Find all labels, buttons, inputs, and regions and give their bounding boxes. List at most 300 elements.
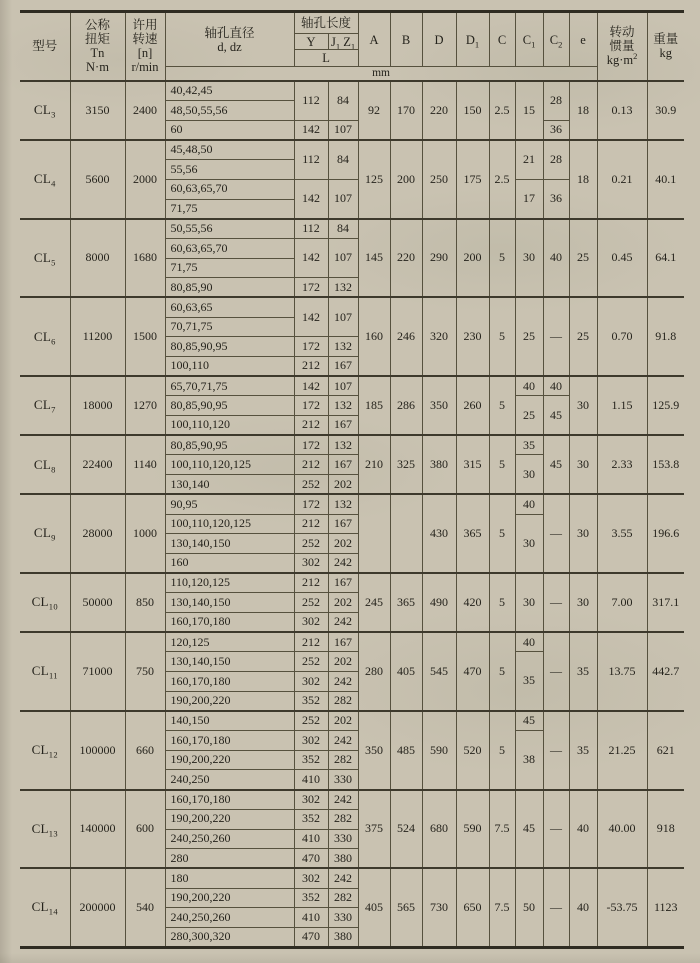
cell-C1: 40 — [515, 494, 543, 514]
cell-C1: 30 — [515, 573, 543, 632]
cell-A: 145 — [358, 219, 390, 298]
cell-C1: 30 — [515, 514, 543, 573]
cell-C1: 21 — [515, 140, 543, 179]
cell-C2: — — [543, 790, 569, 869]
cell-C2: 36 — [543, 179, 569, 218]
table-row — [20, 81, 684, 101]
cell-D1: 590 — [456, 790, 489, 869]
cell-e: 18 — [569, 140, 597, 219]
cell-length-j1z1: 202 — [328, 652, 358, 672]
table-row — [20, 632, 684, 652]
cell-B — [390, 494, 422, 573]
cell-diameters: 130,140,150 — [165, 652, 294, 672]
cell-length-j1z1: 282 — [328, 809, 358, 829]
cell-length-y: 302 — [294, 790, 328, 810]
cell-diameters: 80,85,90 — [165, 278, 294, 298]
cell-C2: 28 — [543, 140, 569, 179]
cell-D: 250 — [422, 140, 456, 219]
model-group — [20, 711, 684, 790]
col-header-C2: $C_2$ — [543, 12, 569, 67]
cell-C1: 25 — [515, 297, 543, 376]
cell-length-y: 142 — [294, 238, 328, 277]
cell-length-j1z1: 132 — [328, 278, 358, 298]
col-header-length-j1z1: $J_1$ $Z_1$ — [328, 34, 358, 50]
cell-length-j1z1: 282 — [328, 691, 358, 711]
cell-C2: — — [543, 494, 569, 573]
cell-B: 246 — [390, 297, 422, 376]
cell-D: 730 — [422, 868, 456, 947]
cell-B: 325 — [390, 435, 422, 494]
col-header-model: 型号 — [20, 12, 70, 81]
cell-e: 25 — [569, 297, 597, 376]
cell-A: 210 — [358, 435, 390, 494]
unit-row-mm: mm — [165, 67, 597, 81]
model-group — [20, 81, 684, 140]
cell-length-y: 142 — [294, 297, 328, 336]
cell-diameters: 280 — [165, 849, 294, 869]
cell-torque: 200000 — [70, 868, 125, 947]
cell-C2: 40 — [543, 376, 569, 396]
cell-length-y: 142 — [294, 376, 328, 396]
cell-length-j1z1: 242 — [328, 672, 358, 692]
cell-diameters: 55,56 — [165, 160, 294, 180]
cell-length-y: 112 — [294, 219, 328, 239]
col-header-D1: $D_1$ — [456, 12, 489, 67]
cell-length-y: 410 — [294, 770, 328, 790]
cell-diameters: 130,140,150 — [165, 593, 294, 613]
cell-B: 220 — [390, 219, 422, 298]
cell-diameters: 160,170,180 — [165, 612, 294, 632]
cell-diameters: 160,170,180 — [165, 731, 294, 751]
cell-weight: 153.8 — [647, 435, 684, 494]
cell-speed: 2400 — [125, 81, 165, 140]
cell-length-y: 352 — [294, 750, 328, 770]
cell-D: 380 — [422, 435, 456, 494]
cell-D: 320 — [422, 297, 456, 376]
cell-C2: — — [543, 573, 569, 632]
cell-length-y: 302 — [294, 553, 328, 573]
model-group — [20, 376, 684, 435]
cell-length-j1z1: 107 — [328, 179, 358, 218]
cell-diameters: 280,300,320 — [165, 927, 294, 947]
cell-D: 290 — [422, 219, 456, 298]
cell-e: 35 — [569, 711, 597, 790]
cell-length-j1z1: 282 — [328, 750, 358, 770]
cell-diameters: 120,125 — [165, 632, 294, 652]
cell-torque: 71000 — [70, 632, 125, 711]
cell-C2: — — [543, 868, 569, 947]
cell-length-y: 470 — [294, 927, 328, 947]
cell-length-j1z1: 380 — [328, 927, 358, 947]
col-header-C: C — [489, 12, 515, 67]
cell-C: 5 — [489, 711, 515, 790]
cell-speed: 1680 — [125, 219, 165, 298]
cell-diameters: 100,110,120,125 — [165, 455, 294, 475]
cell-e: 30 — [569, 573, 597, 632]
cell-C2: — — [543, 711, 569, 790]
cell-diameters: 180 — [165, 868, 294, 888]
cell-inertia: 7.00 — [597, 573, 647, 632]
cell-weight: 30.9 — [647, 81, 684, 140]
model-group — [20, 140, 684, 219]
cell-length-j1z1: 107 — [328, 120, 358, 140]
cell-diameters: 190,200,220 — [165, 691, 294, 711]
cell-D1: 260 — [456, 376, 489, 435]
cell-length-j1z1: 167 — [328, 573, 358, 593]
table-row — [20, 219, 684, 239]
cell-speed: 1000 — [125, 494, 165, 573]
cell-e: 40 — [569, 868, 597, 947]
cell-C2: 28 — [543, 81, 569, 120]
cell-diameters: 190,200,220 — [165, 888, 294, 908]
cell-torque: 5600 — [70, 140, 125, 219]
cell-D1: 650 — [456, 868, 489, 947]
col-header-weight: 重量 kg — [647, 12, 684, 81]
model-group — [20, 573, 684, 632]
cell-C: 7.5 — [489, 790, 515, 869]
cell-C2: 45 — [543, 396, 569, 435]
cell-length-j1z1: 132 — [328, 396, 358, 416]
cell-A: 280 — [358, 632, 390, 711]
cell-length-y: 212 — [294, 357, 328, 377]
cell-inertia: 1.15 — [597, 376, 647, 435]
cell-speed: 1270 — [125, 376, 165, 435]
cell-D: 430 — [422, 494, 456, 573]
cell-speed: 1140 — [125, 435, 165, 494]
cell-C1: 35 — [515, 652, 543, 711]
cell-C: 7.5 — [489, 868, 515, 947]
cell-length-y: 212 — [294, 573, 328, 593]
cell-diameters: 130,140,150 — [165, 534, 294, 554]
col-header-length-l: L — [294, 50, 358, 67]
cell-C1: 15 — [515, 81, 543, 140]
cell-length-y: 252 — [294, 593, 328, 613]
cell-B: 565 — [390, 868, 422, 947]
cell-D: 590 — [422, 711, 456, 790]
cell-A: 245 — [358, 573, 390, 632]
cell-C2: — — [543, 297, 569, 376]
cell-length-y: 352 — [294, 809, 328, 829]
cell-C1: 17 — [515, 179, 543, 218]
cell-weight: 64.1 — [647, 219, 684, 298]
cell-D1: 365 — [456, 494, 489, 573]
cell-C1: 25 — [515, 396, 543, 435]
cell-model: $CL_7$ — [20, 376, 70, 435]
cell-model: $CL_6$ — [20, 297, 70, 376]
cell-C1: 45 — [515, 790, 543, 869]
cell-e: 40 — [569, 790, 597, 869]
cell-weight: 442.7 — [647, 632, 684, 711]
cell-diameters: 240,250,260 — [165, 829, 294, 849]
cell-inertia: 0.13 — [597, 81, 647, 140]
cell-model: $CL_{13}$ — [20, 790, 70, 869]
cell-length-j1z1: 132 — [328, 337, 358, 357]
cell-D: 220 — [422, 81, 456, 140]
cell-speed: 750 — [125, 632, 165, 711]
cell-torque: 140000 — [70, 790, 125, 869]
cell-diameters: 70,71,75 — [165, 317, 294, 337]
cell-inertia: 3.55 — [597, 494, 647, 573]
table-row — [20, 790, 684, 810]
cell-A: 350 — [358, 711, 390, 790]
cell-weight: 196.6 — [647, 494, 684, 573]
cell-D1: 420 — [456, 573, 489, 632]
cell-length-j1z1: 380 — [328, 849, 358, 869]
cell-speed: 600 — [125, 790, 165, 869]
cell-length-y: 410 — [294, 829, 328, 849]
cell-length-j1z1: 202 — [328, 475, 358, 495]
cell-length-j1z1: 282 — [328, 888, 358, 908]
cell-length-j1z1: 107 — [328, 238, 358, 277]
cell-torque: 100000 — [70, 711, 125, 790]
cell-weight: 317.1 — [647, 573, 684, 632]
cell-length-j1z1: 132 — [328, 435, 358, 455]
cell-D: 680 — [422, 790, 456, 869]
col-header-C1: $C_1$ — [515, 12, 543, 67]
cell-D1: 200 — [456, 219, 489, 298]
col-header-inertia: 转动 惯量 $kg\cdot m^2$ — [597, 12, 647, 81]
cell-C: 5 — [489, 219, 515, 298]
cell-diameters: 90,95 — [165, 494, 294, 514]
cell-inertia: -53.75 — [597, 868, 647, 947]
cell-length-y: 302 — [294, 731, 328, 751]
col-header-speed: 许用 转速 [n] r/min — [125, 12, 165, 81]
cell-length-j1z1: 107 — [328, 376, 358, 396]
cell-length-j1z1: 167 — [328, 357, 358, 377]
cell-diameters: 80,85,90,95 — [165, 396, 294, 416]
col-header-e: e — [569, 12, 597, 67]
cell-length-y: 410 — [294, 908, 328, 928]
cell-length-y: 352 — [294, 691, 328, 711]
model-group — [20, 219, 684, 298]
cell-diameters: 190,200,220 — [165, 750, 294, 770]
model-group — [20, 297, 684, 376]
cell-e: 30 — [569, 376, 597, 435]
cell-C2: 40 — [543, 219, 569, 298]
cell-e: 30 — [569, 435, 597, 494]
model-group — [20, 494, 684, 573]
table-row — [20, 868, 684, 888]
cell-weight: 125.9 — [647, 376, 684, 435]
cell-weight: 40.1 — [647, 140, 684, 219]
cell-B: 200 — [390, 140, 422, 219]
cell-e: 18 — [569, 81, 597, 140]
cell-diameters: 71,75 — [165, 199, 294, 219]
model-group — [20, 632, 684, 711]
cell-length-j1z1: 242 — [328, 790, 358, 810]
cell-C: 5 — [489, 435, 515, 494]
cell-model: $CL_{11}$ — [20, 632, 70, 711]
cell-length-y: 252 — [294, 652, 328, 672]
cell-e: 25 — [569, 219, 597, 298]
cell-length-y: 172 — [294, 337, 328, 357]
col-header-length-y: Y — [294, 34, 328, 50]
cell-diameters: 60,63,65,70 — [165, 238, 294, 258]
cell-length-j1z1: 330 — [328, 829, 358, 849]
cell-length-j1z1: 242 — [328, 868, 358, 888]
cell-B: 170 — [390, 81, 422, 140]
cell-diameters: 160 — [165, 553, 294, 573]
cell-length-y: 212 — [294, 416, 328, 436]
cell-length-y: 212 — [294, 514, 328, 534]
cell-torque: 50000 — [70, 573, 125, 632]
cell-e: 35 — [569, 632, 597, 711]
cell-C: 5 — [489, 376, 515, 435]
cell-C: 5 — [489, 632, 515, 711]
cell-C2: — — [543, 632, 569, 711]
model-group — [20, 868, 684, 947]
cell-C1: 35 — [515, 435, 543, 455]
col-header-B: B — [390, 12, 422, 67]
cell-D1: 175 — [456, 140, 489, 219]
cell-length-j1z1: 242 — [328, 612, 358, 632]
col-header-D: D — [422, 12, 456, 67]
cell-diameters: 140,150 — [165, 711, 294, 731]
cell-diameters: 160,170,180 — [165, 672, 294, 692]
cell-model: $CL_3$ — [20, 81, 70, 140]
cell-diameters: 60,63,65,70 — [165, 179, 294, 199]
cell-D1: 230 — [456, 297, 489, 376]
cell-C1: 50 — [515, 868, 543, 947]
cell-weight: 918 — [647, 790, 684, 869]
table-row — [20, 376, 684, 396]
cell-inertia: 0.21 — [597, 140, 647, 219]
cell-diameters: 50,55,56 — [165, 219, 294, 239]
cell-e: 30 — [569, 494, 597, 573]
cell-D1: 150 — [456, 81, 489, 140]
cell-D1: 315 — [456, 435, 489, 494]
table-row — [20, 711, 684, 731]
col-header-torque: 公称 扭矩 Tn N·m — [70, 12, 125, 81]
cell-diameters: 240,250,260 — [165, 908, 294, 928]
cell-C: 2.5 — [489, 140, 515, 219]
cell-model: $CL_5$ — [20, 219, 70, 298]
table-row — [20, 140, 684, 160]
cell-C1: 38 — [515, 731, 543, 790]
cell-diameters: 60,63,65 — [165, 297, 294, 317]
cell-length-y: 302 — [294, 672, 328, 692]
cell-C1: 40 — [515, 632, 543, 652]
cell-length-j1z1: 242 — [328, 553, 358, 573]
cell-B: 524 — [390, 790, 422, 869]
cell-model: $CL_{10}$ — [20, 573, 70, 632]
cell-weight: 1123 — [647, 868, 684, 947]
cell-C: 5 — [489, 573, 515, 632]
cell-length-j1z1: 84 — [328, 219, 358, 239]
cell-length-j1z1: 84 — [328, 140, 358, 179]
cell-diameters: 80,85,90,95 — [165, 337, 294, 357]
cell-length-j1z1: 167 — [328, 416, 358, 436]
col-header-diameter: 轴孔直径 d, dz — [165, 12, 294, 67]
cell-length-y: 252 — [294, 534, 328, 554]
cell-length-y: 112 — [294, 81, 328, 120]
cell-inertia: 0.45 — [597, 219, 647, 298]
cell-length-y: 212 — [294, 632, 328, 652]
cell-D: 490 — [422, 573, 456, 632]
cell-length-y: 302 — [294, 868, 328, 888]
cell-diameters: 130,140 — [165, 475, 294, 495]
model-group — [20, 435, 684, 494]
table-row — [20, 494, 684, 514]
cell-length-j1z1: 202 — [328, 534, 358, 554]
cell-A: 92 — [358, 81, 390, 140]
cell-C: 5 — [489, 494, 515, 573]
cell-A: 185 — [358, 376, 390, 435]
table-row — [20, 573, 684, 593]
cell-length-j1z1: 107 — [328, 297, 358, 336]
cell-speed: 540 — [125, 868, 165, 947]
cell-diameters: 160,170,180 — [165, 790, 294, 810]
cell-A: 375 — [358, 790, 390, 869]
cell-length-y: 112 — [294, 140, 328, 179]
cell-inertia: 40.00 — [597, 790, 647, 869]
cell-C1: 40 — [515, 376, 543, 396]
cell-C2: 45 — [543, 435, 569, 494]
cell-torque: 28000 — [70, 494, 125, 573]
cell-model: $CL_{14}$ — [20, 868, 70, 947]
cell-diameters: 110,120,125 — [165, 573, 294, 593]
cell-length-y: 142 — [294, 120, 328, 140]
cell-model: $CL_4$ — [20, 140, 70, 219]
cell-B: 485 — [390, 711, 422, 790]
cell-diameters: 48,50,55,56 — [165, 101, 294, 121]
cell-length-y: 142 — [294, 179, 328, 218]
cell-model: $CL_9$ — [20, 494, 70, 573]
coupling-spec-table — [20, 10, 684, 949]
cell-speed: 660 — [125, 711, 165, 790]
cell-inertia: 21.25 — [597, 711, 647, 790]
cell-C1: 45 — [515, 711, 543, 731]
cell-C1: 30 — [515, 219, 543, 298]
cell-weight: 91.8 — [647, 297, 684, 376]
model-group — [20, 790, 684, 869]
cell-length-j1z1: 202 — [328, 593, 358, 613]
cell-length-y: 172 — [294, 494, 328, 514]
cell-speed: 2000 — [125, 140, 165, 219]
cell-A: 405 — [358, 868, 390, 947]
cell-length-j1z1: 167 — [328, 514, 358, 534]
cell-diameters: 100,110,120 — [165, 416, 294, 436]
cell-torque: 3150 — [70, 81, 125, 140]
cell-diameters: 80,85,90,95 — [165, 435, 294, 455]
cell-length-y: 252 — [294, 711, 328, 731]
cell-length-y: 172 — [294, 396, 328, 416]
cell-torque: 8000 — [70, 219, 125, 298]
cell-B: 365 — [390, 573, 422, 632]
table-header — [20, 12, 684, 81]
cell-model: $CL_{12}$ — [20, 711, 70, 790]
cell-diameters: 60 — [165, 120, 294, 140]
cell-length-j1z1: 167 — [328, 455, 358, 475]
cell-A: 125 — [358, 140, 390, 219]
cell-diameters: 190,200,220 — [165, 809, 294, 829]
cell-model: $CL_8$ — [20, 435, 70, 494]
cell-length-y: 470 — [294, 849, 328, 869]
cell-length-y: 212 — [294, 455, 328, 475]
cell-C: 2.5 — [489, 81, 515, 140]
cell-length-y: 302 — [294, 612, 328, 632]
cell-B: 286 — [390, 376, 422, 435]
cell-D: 545 — [422, 632, 456, 711]
col-header-length: 轴孔长度 — [294, 12, 358, 34]
cell-B: 405 — [390, 632, 422, 711]
cell-length-j1z1: 242 — [328, 731, 358, 751]
cell-weight: 621 — [647, 711, 684, 790]
cell-length-j1z1: 330 — [328, 908, 358, 928]
cell-diameters: 40,42,45 — [165, 81, 294, 101]
cell-A — [358, 494, 390, 573]
cell-length-j1z1: 132 — [328, 494, 358, 514]
